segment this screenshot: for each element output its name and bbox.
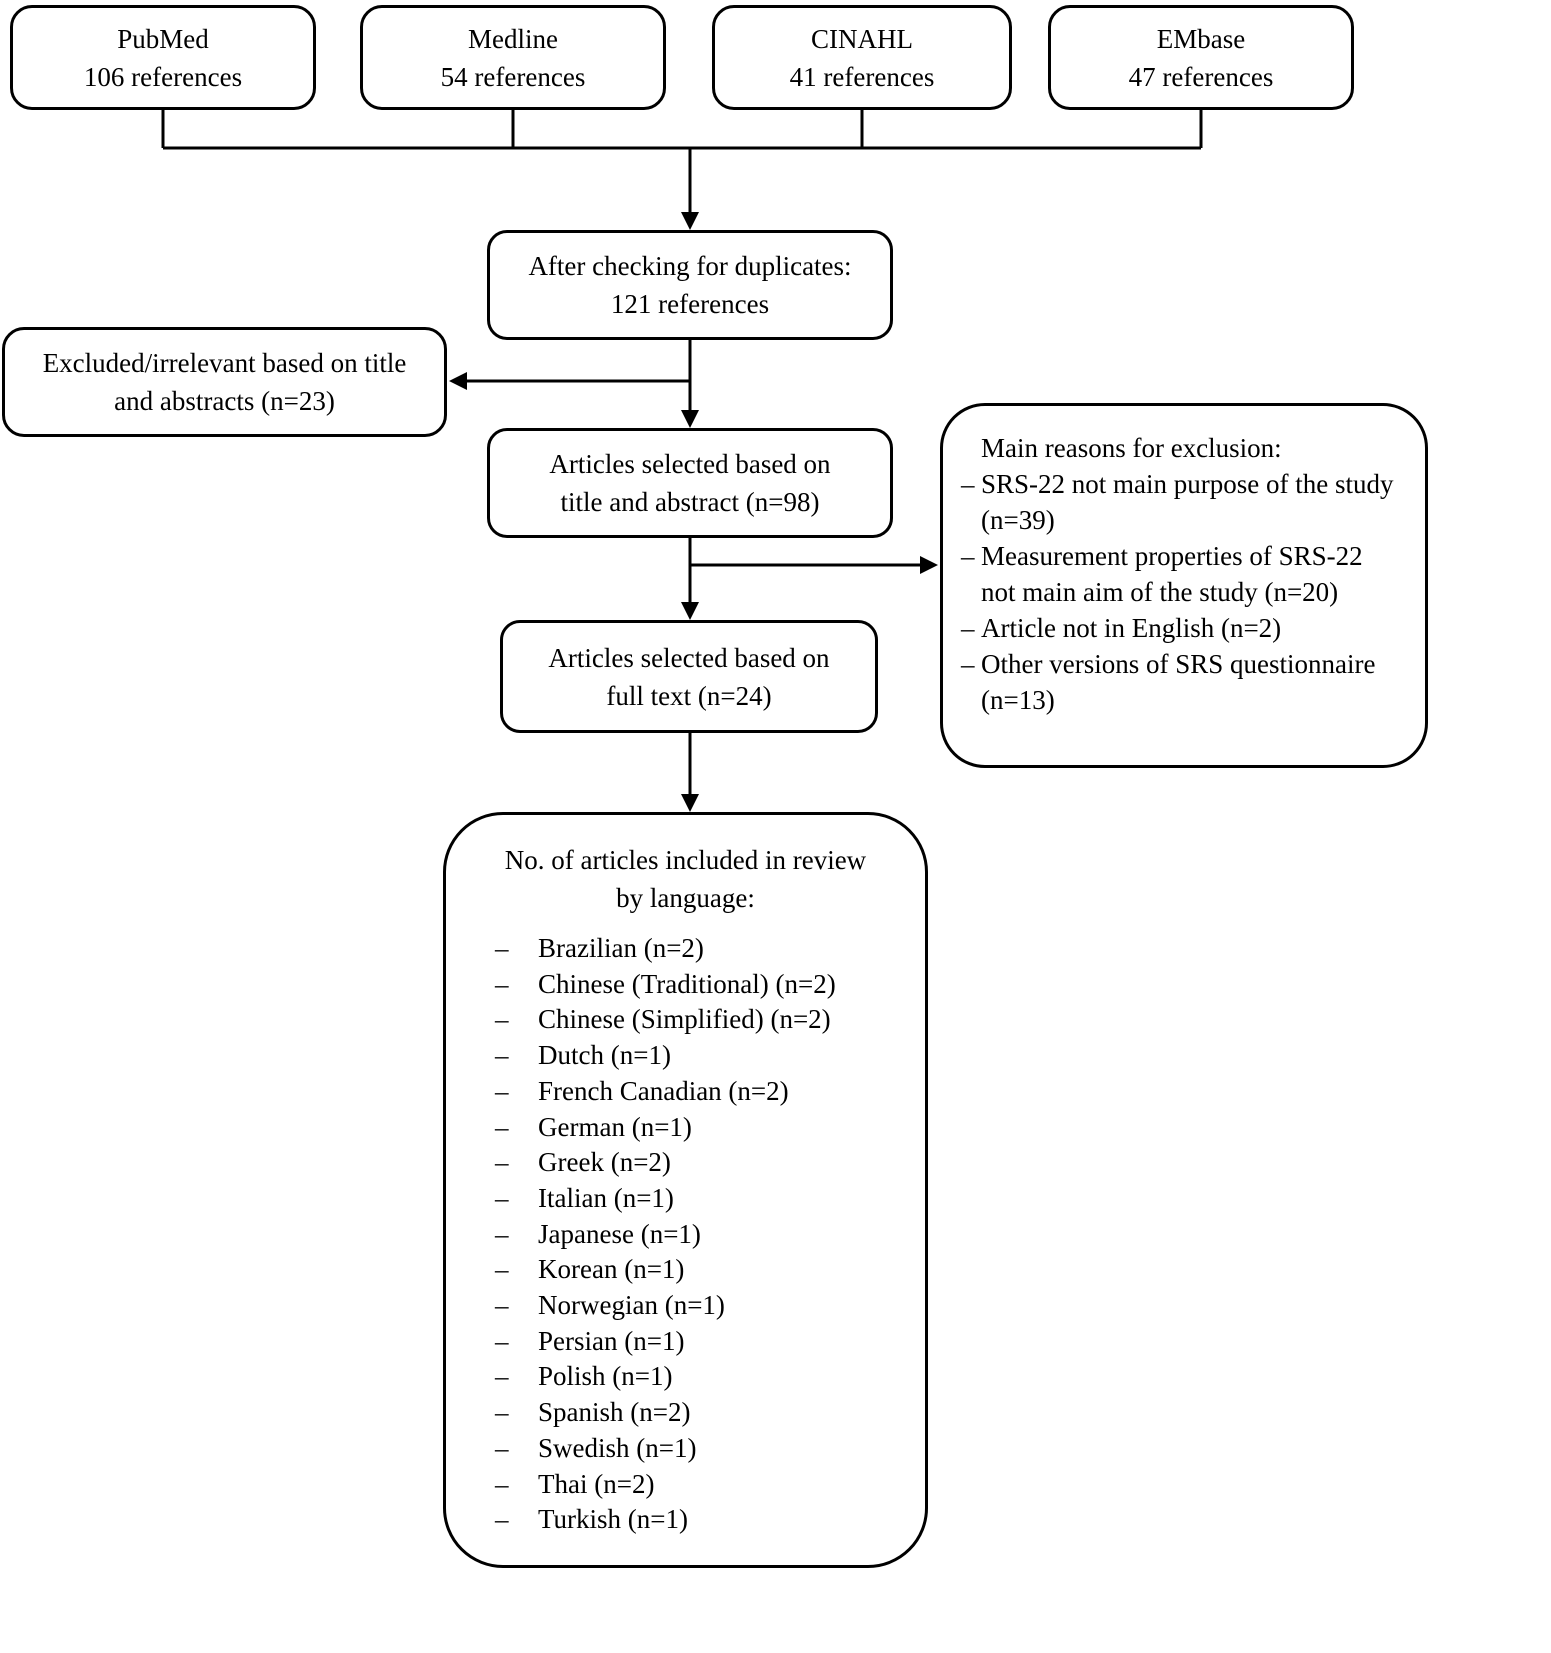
language-label: Dutch (n=1)	[538, 1040, 671, 1071]
exclusion-reason-text: Article not in English (n=2)	[981, 613, 1282, 643]
language-item	[495, 1288, 925, 1324]
connector-fulltext-to-included	[681, 733, 699, 812]
source-box-cinahl	[712, 5, 1012, 110]
exclusion-reason-text: Other versions of SRS questionnaire (n=13)	[981, 649, 1376, 715]
included-box	[443, 812, 928, 1568]
language-label: German (n=1)	[538, 1111, 692, 1142]
dash-bullet: –	[495, 1361, 509, 1392]
title-abstract-box	[487, 428, 893, 538]
exclusion-reason	[961, 646, 1403, 718]
connector-selected-to-fulltext	[681, 538, 699, 620]
excluded-line2: and abstracts (n=23)	[114, 386, 335, 416]
language-label: Korean (n=1)	[538, 1254, 685, 1285]
dash-bullet: –	[495, 1432, 509, 1463]
dash-bullet: –	[495, 1040, 509, 1071]
title-abstract-line2: title and abstract (n=98)	[560, 487, 820, 517]
source-count: 106 references	[83, 61, 243, 92]
language-item	[495, 1002, 925, 1038]
language-label: Spanish (n=2)	[538, 1397, 691, 1428]
language-item	[495, 1395, 925, 1431]
source-name: PubMed	[117, 23, 209, 54]
source-count: 47 references	[1128, 61, 1274, 92]
dash-bullet: –	[495, 1182, 509, 1213]
language-label: French Canadian (n=2)	[538, 1075, 789, 1106]
fulltext-line1: Articles selected based on	[548, 642, 830, 673]
language-item	[495, 1181, 925, 1217]
language-item	[495, 1502, 925, 1538]
exclusion-reason-text: SRS-22 not main purpose of the study (n=39)	[981, 469, 1394, 535]
dash-bullet: –	[495, 1397, 509, 1428]
duplicates-line1: After checking for duplicates:	[528, 251, 852, 281]
excluded-line1: Excluded/irrelevant based on title	[42, 348, 407, 378]
fulltext-line2: full text (n=24)	[606, 680, 772, 711]
dash-bullet: –	[495, 1147, 509, 1178]
source-box-pubmed	[10, 5, 316, 110]
language-item	[495, 1252, 925, 1288]
exclusion-reason	[961, 610, 1403, 646]
language-item	[495, 1038, 925, 1074]
exclusion-reason-text: Measurement properties of SRS-22 not main aim of the study (n=20)	[981, 541, 1363, 607]
included-title-line2: by language:	[616, 883, 755, 913]
source-count: 54 references	[440, 61, 586, 92]
language-item	[495, 931, 925, 967]
fulltext-box	[500, 620, 878, 733]
source-name: Medline	[468, 23, 558, 54]
language-label: Turkish (n=1)	[538, 1504, 689, 1535]
dash-bullet: –	[495, 1004, 509, 1035]
dash-bullet: –	[961, 541, 975, 571]
dash-bullet: –	[495, 1075, 509, 1106]
dash-bullet: –	[495, 933, 509, 963]
exclusion-reason	[961, 466, 1403, 538]
dash-bullet: –	[495, 1468, 509, 1499]
dash-bullet: –	[495, 1290, 509, 1321]
language-label: Brazilian (n=2)	[538, 933, 704, 963]
included-title-line1: No. of articles included in review	[504, 845, 867, 875]
language-item	[495, 1467, 925, 1503]
title-abstract-line1: Articles selected based on	[549, 449, 831, 479]
language-item	[495, 1359, 925, 1395]
source-name: CINAHL	[811, 23, 913, 54]
language-item	[495, 1145, 925, 1181]
language-item	[495, 967, 925, 1003]
language-item	[495, 1431, 925, 1467]
included-title	[446, 841, 925, 917]
connector-exclusion-branch	[690, 556, 938, 574]
language-label: Persian (n=1)	[538, 1325, 685, 1356]
language-label: Chinese (Simplified) (n=2)	[538, 1004, 831, 1035]
connector-duplicates-to-selected	[681, 340, 699, 428]
language-label: Italian (n=1)	[538, 1182, 674, 1213]
language-label: Norwegian (n=1)	[538, 1290, 725, 1321]
duplicates-line2: 121 references	[610, 289, 770, 319]
dash-bullet: –	[495, 968, 509, 999]
source-box-medline	[360, 5, 666, 110]
dash-bullet: –	[495, 1218, 509, 1249]
dash-bullet: –	[961, 649, 975, 679]
language-label: Polish (n=1)	[538, 1361, 673, 1392]
source-box-embase	[1048, 5, 1354, 110]
source-count: 41 references	[789, 61, 935, 92]
language-item	[495, 1074, 925, 1110]
language-label: Swedish (n=1)	[538, 1432, 697, 1463]
dash-bullet: –	[961, 469, 975, 499]
language-label: Greek (n=2)	[538, 1147, 671, 1178]
language-label: Thai (n=2)	[538, 1468, 655, 1499]
language-item	[495, 1217, 925, 1253]
exclusion-reason	[961, 538, 1403, 610]
connector-excluded-branch	[449, 372, 690, 390]
dash-bullet: –	[495, 1111, 509, 1142]
language-item	[495, 1324, 925, 1360]
language-item	[495, 1110, 925, 1146]
exclusion-title: Main reasons for exclusion:	[981, 433, 1282, 463]
dash-bullet: –	[961, 613, 975, 643]
excluded-box	[2, 327, 447, 437]
language-label: Chinese (Traditional) (n=2)	[538, 968, 836, 999]
dash-bullet: –	[495, 1254, 509, 1285]
dash-bullet: –	[495, 1325, 509, 1356]
connector-sources-to-duplicates	[163, 110, 1201, 230]
dash-bullet: –	[495, 1504, 509, 1535]
language-list	[446, 931, 925, 1538]
language-label: Japanese (n=1)	[538, 1218, 701, 1249]
duplicates-box	[487, 230, 893, 340]
source-name: EMbase	[1156, 23, 1246, 54]
exclusion-reasons-box	[940, 403, 1428, 768]
